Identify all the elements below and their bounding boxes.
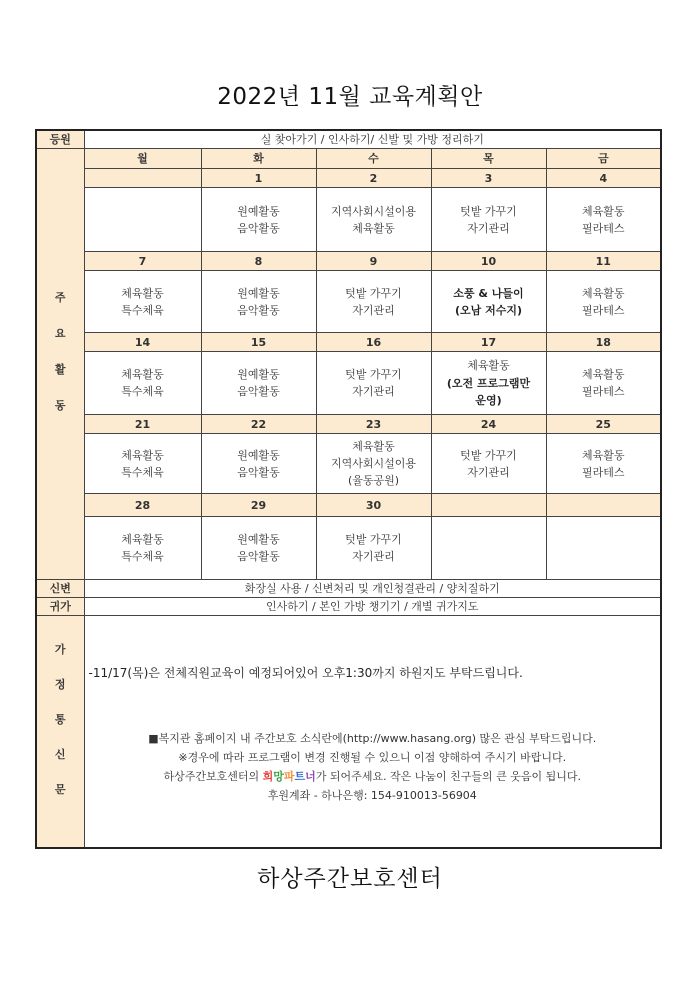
activity-text: 체육활동 (121, 286, 164, 300)
weekday-wed: 수 (316, 149, 431, 169)
date-cell: 17 (431, 333, 546, 352)
activity-row (36, 434, 661, 494)
partner-notice: 하상주간보호센터의 희망파트너가 되어주세요. 작은 나눔이 친구들의 큰 웃음이 됩니다. (163, 769, 582, 783)
activities-label (36, 149, 84, 580)
weekday-fri: 금 (546, 149, 661, 169)
activity-row (36, 352, 661, 415)
activity-cell (201, 352, 316, 415)
activity-cell (84, 352, 201, 415)
activity-text: 특수체육 (121, 550, 164, 564)
activity-text: 체육활동 (467, 359, 510, 373)
date-cell: 30 (316, 494, 431, 517)
activity-cell (201, 517, 316, 580)
activity-text: 음악활동 (237, 385, 280, 399)
newsletter-label (36, 616, 84, 848)
arrival-text: 실 찾아가기 / 인사하기/ 신발 및 가방 정리하기 (84, 130, 661, 149)
activities-label-char: 동 (54, 399, 66, 413)
date-row (36, 169, 661, 188)
activity-text: 특수체육 (121, 465, 164, 479)
activity-text: 음악활동 (237, 303, 280, 317)
activity-text: 텃밭 가꾸기 (345, 286, 402, 300)
activity-cell (84, 271, 201, 333)
activity-cell (84, 434, 201, 494)
activity-row (36, 271, 661, 333)
activities-label-char: 활 (54, 363, 66, 377)
activity-text: 필라테스 (582, 303, 625, 317)
activity-cell (431, 352, 546, 415)
date-cell: 7 (84, 252, 201, 271)
activity-text: 원예활동 (237, 533, 280, 546)
date-row (36, 333, 661, 352)
activity-cell (84, 188, 201, 252)
going-home-row-label: 귀가 (36, 598, 84, 616)
newsletter-row (36, 616, 661, 848)
activity-cell (431, 188, 546, 252)
date-cell: 24 (431, 415, 546, 434)
activity-cell (546, 271, 661, 333)
arrival-row (36, 130, 661, 149)
activity-text: 원예활동 (237, 368, 280, 381)
date-cell: 28 (84, 494, 201, 517)
activity-text: 자기관리 (352, 385, 395, 399)
activity-cell (201, 188, 316, 252)
activity-row (36, 188, 661, 252)
date-cell: 29 (201, 494, 316, 517)
activity-text: 원예활동 (237, 448, 280, 462)
hope-partner-char: 파 (283, 769, 295, 783)
activity-cell (316, 188, 431, 252)
date-cell: 4 (546, 169, 661, 188)
activity-text: 음악활동 (237, 465, 280, 479)
hope-partner-char: 너 (305, 769, 316, 783)
activity-cell (316, 434, 431, 494)
date-cell: 23 (316, 415, 431, 434)
date-cell: 8 (201, 252, 316, 271)
date-cell: 15 (201, 333, 316, 352)
newsletter-label-char: 신 (54, 747, 66, 761)
activity-text: 자기관리 (467, 465, 510, 479)
date-cell: 16 (316, 333, 431, 352)
activity-text: 체육활동 (352, 221, 395, 235)
activity-text: 텃밭 가꾸기 (345, 368, 402, 381)
activity-text: 음악활동 (237, 221, 280, 235)
date-cell: 14 (84, 333, 201, 352)
arrival-label: 등원 (36, 130, 84, 149)
date-row (36, 252, 661, 271)
hope-partner-char: 희 (262, 769, 274, 783)
activity-cell (201, 271, 316, 333)
weekday-mon: 월 (84, 149, 201, 169)
activity-cell (84, 517, 201, 580)
activity-text: (율동공원) (347, 474, 400, 488)
activity-text: (오전 프로그램만 (446, 376, 531, 390)
date-cell: 1 (201, 169, 316, 188)
activity-text: 운영) (475, 393, 502, 407)
hope-partner-char: 트 (294, 769, 306, 783)
activity-text: 체육활동 (121, 368, 164, 381)
activity-text: 텃밭 가꾸기 (460, 204, 517, 218)
date-cell: 11 (546, 252, 661, 271)
toileting-row-text: 화장실 사용 / 신변처리 및 개인청결관리 / 양치질하기 (84, 580, 661, 598)
activity-text: 음악활동 (237, 550, 280, 564)
activity-text: 자기관리 (352, 550, 395, 564)
activity-text: 원예활동 (237, 286, 280, 300)
hope-partner-char: 망 (273, 769, 284, 783)
activity-cell (316, 271, 431, 333)
activity-cell (431, 517, 546, 580)
activity-row (36, 517, 661, 580)
activity-text: 체육활동 (352, 439, 395, 453)
activity-cell (546, 517, 661, 580)
program-change-notice: ※경우에 따라 프로그램이 변경 진행될 수 있으니 이점 양해하여 주시기 바랍니다. (178, 750, 567, 764)
date-cell (84, 169, 201, 188)
activity-text: 지역사회시설이용 (330, 204, 416, 218)
newsletter-label-char: 문 (54, 782, 66, 796)
newsletter-label-char: 정 (54, 677, 66, 691)
activities-label-char: 주 (54, 291, 66, 305)
activity-cell (431, 434, 546, 494)
going-home-row-text: 인사하기 / 본인 가방 챙기기 / 개별 귀가지도 (84, 598, 661, 616)
activity-text: 텃밭 가꾸기 (345, 533, 402, 546)
activities-label-char: 요 (54, 327, 66, 341)
activity-text: 텃밭 가꾸기 (460, 448, 517, 462)
activity-text: 체육활동 (582, 368, 625, 381)
toileting-row-label: 신변 (36, 580, 84, 598)
activity-text: 소풍 & 나들이 (453, 286, 524, 300)
activity-cell (316, 517, 431, 580)
date-row (36, 494, 661, 517)
activity-text: 체육활동 (121, 533, 164, 546)
date-cell (546, 494, 661, 517)
newsletter-main-notice: -11/17(목)은 전체직원교육이 예정되어있어 오후1:30까지 하원지도 부탁드립니다. (88, 666, 523, 681)
activity-text: 자기관리 (467, 221, 510, 235)
activity-text: 원예활동 (237, 204, 280, 218)
activity-text: 필라테스 (582, 221, 625, 235)
activity-text: 자기관리 (352, 303, 395, 317)
activity-text: (오남 저수지) (454, 303, 522, 317)
activity-text: 체육활동 (121, 448, 164, 462)
activity-text: 체육활동 (582, 204, 625, 218)
activity-text: 특수체육 (121, 303, 164, 317)
newsletter-content (84, 616, 661, 848)
date-cell: 21 (84, 415, 201, 434)
activity-text: 체육활동 (582, 286, 625, 300)
activity-cell (546, 352, 661, 415)
date-cell: 3 (431, 169, 546, 188)
education-plan-table (35, 129, 662, 849)
activity-cell (546, 434, 661, 494)
center-name-footer: 하상주간보호센터 (257, 866, 443, 892)
activity-text: 체육활동 (582, 448, 625, 462)
date-cell: 10 (431, 252, 546, 271)
date-cell (431, 494, 546, 517)
activity-text: 필라테스 (582, 465, 625, 479)
homepage-notice: ■복지관 홈페이지 내 주간보호 소식란에(http://www.hasang.org) 많은 관심 부탁드립니다. (148, 731, 597, 745)
date-cell: 22 (201, 415, 316, 434)
activity-cell (431, 271, 546, 333)
page-title: 2022년 11월 교육계획안 (217, 84, 483, 110)
activity-cell (546, 188, 661, 252)
date-row (36, 415, 661, 434)
weekday-thu: 목 (431, 149, 546, 169)
toileting-row (36, 580, 661, 598)
weekday-tue: 화 (201, 149, 316, 169)
date-cell: 18 (546, 333, 661, 352)
weekday-header-row (36, 149, 661, 169)
donation-account: 후원계좌 - 하나은행: 154-910013-56904 (267, 788, 477, 802)
newsletter-label-char: 가 (54, 642, 66, 656)
activity-cell (201, 434, 316, 494)
date-cell: 25 (546, 415, 661, 434)
activity-text: 지역사회시설이용 (330, 457, 416, 471)
newsletter-label-char: 통 (54, 712, 66, 726)
activity-text: 필라테스 (582, 385, 625, 399)
date-cell: 2 (316, 169, 431, 188)
activity-text: 특수체육 (121, 385, 164, 399)
date-cell: 9 (316, 252, 431, 271)
going-home-row (36, 598, 661, 616)
activity-cell (316, 352, 431, 415)
